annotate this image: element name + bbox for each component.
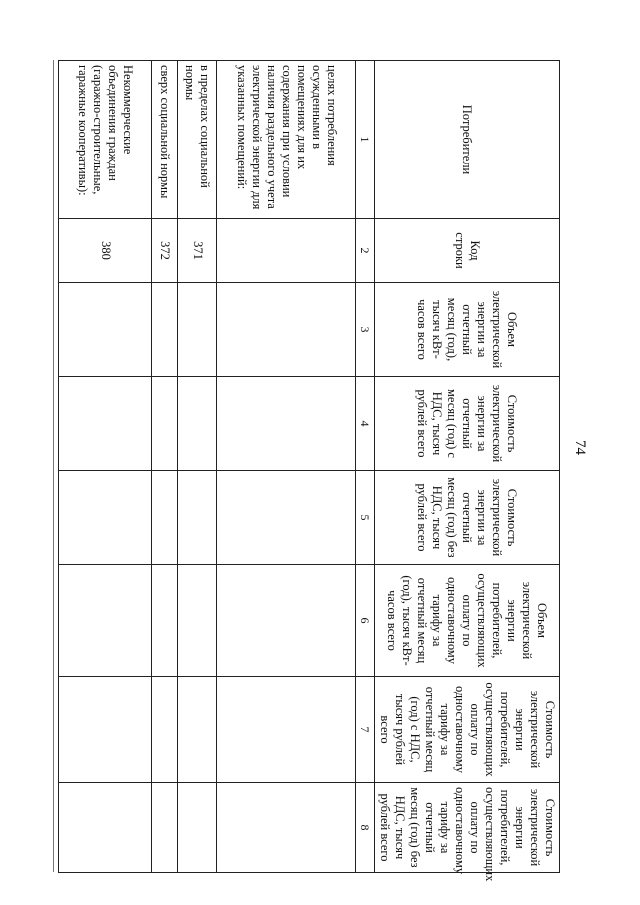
column-number-row xyxy=(355,61,374,873)
table-row xyxy=(59,61,152,873)
header-cost-without-vat: Стоимость электрической энергии за отчетный месяц (год) без НДС, тысяч рублей всего xyxy=(375,471,560,565)
header-single-rate-cost-without-vat: Стоимость электрической энергии потребителей, осуществляющих оплату по одноставочному тарифу за отчетный месяц (год) без НДС, тысяч рублей всего xyxy=(375,783,560,873)
page-number: 74 xyxy=(572,440,588,455)
header-single-rate-cost-with-vat: Стоимость электрической энергии потребителей, осуществляющих оплату по одноставочному тарифу за отчетный месяц (год) с НДС, тысяч рублей всего xyxy=(375,677,560,783)
value-cell xyxy=(178,677,217,783)
value-cell xyxy=(59,283,152,377)
value-cell xyxy=(59,783,152,873)
column-number: 8 xyxy=(355,783,374,873)
value-cell xyxy=(217,283,355,377)
value-cell xyxy=(59,565,152,677)
line-code-cell xyxy=(217,219,355,283)
value-cell xyxy=(59,471,152,565)
value-cell xyxy=(217,471,355,565)
value-cell xyxy=(152,471,178,565)
value-cell xyxy=(152,565,178,677)
consumption-table xyxy=(58,60,560,882)
consumer-cell: в пределах социальной нормы xyxy=(178,61,217,219)
line-code-cell: 371 xyxy=(178,219,217,283)
header-row xyxy=(375,61,560,873)
consumer-cell: целях потребления осужденными в помещениях для их содержания при условии наличия раздельного учета электрической энергии для указанных помещений: xyxy=(217,61,355,219)
consumer-cell: сверх социальной нормы xyxy=(152,61,178,219)
column-number: 4 xyxy=(355,377,374,471)
header-volume-total: Объем электрической энергии за отчетный месяц (год), тысяч кВт-часов всего xyxy=(375,283,560,377)
column-number: 5 xyxy=(355,471,374,565)
column-number: 1 xyxy=(355,61,374,219)
column-number: 7 xyxy=(355,677,374,783)
column-number: 6 xyxy=(355,565,374,677)
value-cell xyxy=(152,377,178,471)
value-cell xyxy=(217,377,355,471)
value-cell xyxy=(178,283,217,377)
value-cell xyxy=(152,677,178,783)
value-cell xyxy=(59,677,152,783)
header-consumers: Потребители xyxy=(375,61,560,219)
value-cell xyxy=(59,377,152,471)
table-row xyxy=(178,61,217,873)
value-cell xyxy=(178,377,217,471)
line-code-cell: 372 xyxy=(152,219,178,283)
column-number: 3 xyxy=(355,283,374,377)
value-cell xyxy=(217,677,355,783)
header-cost-with-vat: Стоимость электрической энергии за отчетный месяц (год) с НДС, тысяч рублей всего xyxy=(375,377,560,471)
column-number: 2 xyxy=(355,219,374,283)
page-rule xyxy=(53,60,54,872)
value-cell xyxy=(217,565,355,677)
value-cell xyxy=(178,471,217,565)
value-cell xyxy=(178,783,217,873)
header-single-rate-volume: Объем электрической энергии потребителей, осуществляющих оплату по одноставочному тарифу за отчетный месяц (год), тысяч кВт-часов всего xyxy=(375,565,560,677)
value-cell xyxy=(178,565,217,677)
consumer-cell: Некоммерческие объединения граждан (гаражно-строительные, гаражные кооперативы): xyxy=(59,61,152,219)
line-code-cell: 380 xyxy=(59,219,152,283)
value-cell xyxy=(152,783,178,873)
table-row xyxy=(152,61,178,873)
header-line-code: Код строки xyxy=(375,219,560,283)
value-cell xyxy=(152,283,178,377)
value-cell xyxy=(217,783,355,873)
table-row xyxy=(217,61,355,873)
